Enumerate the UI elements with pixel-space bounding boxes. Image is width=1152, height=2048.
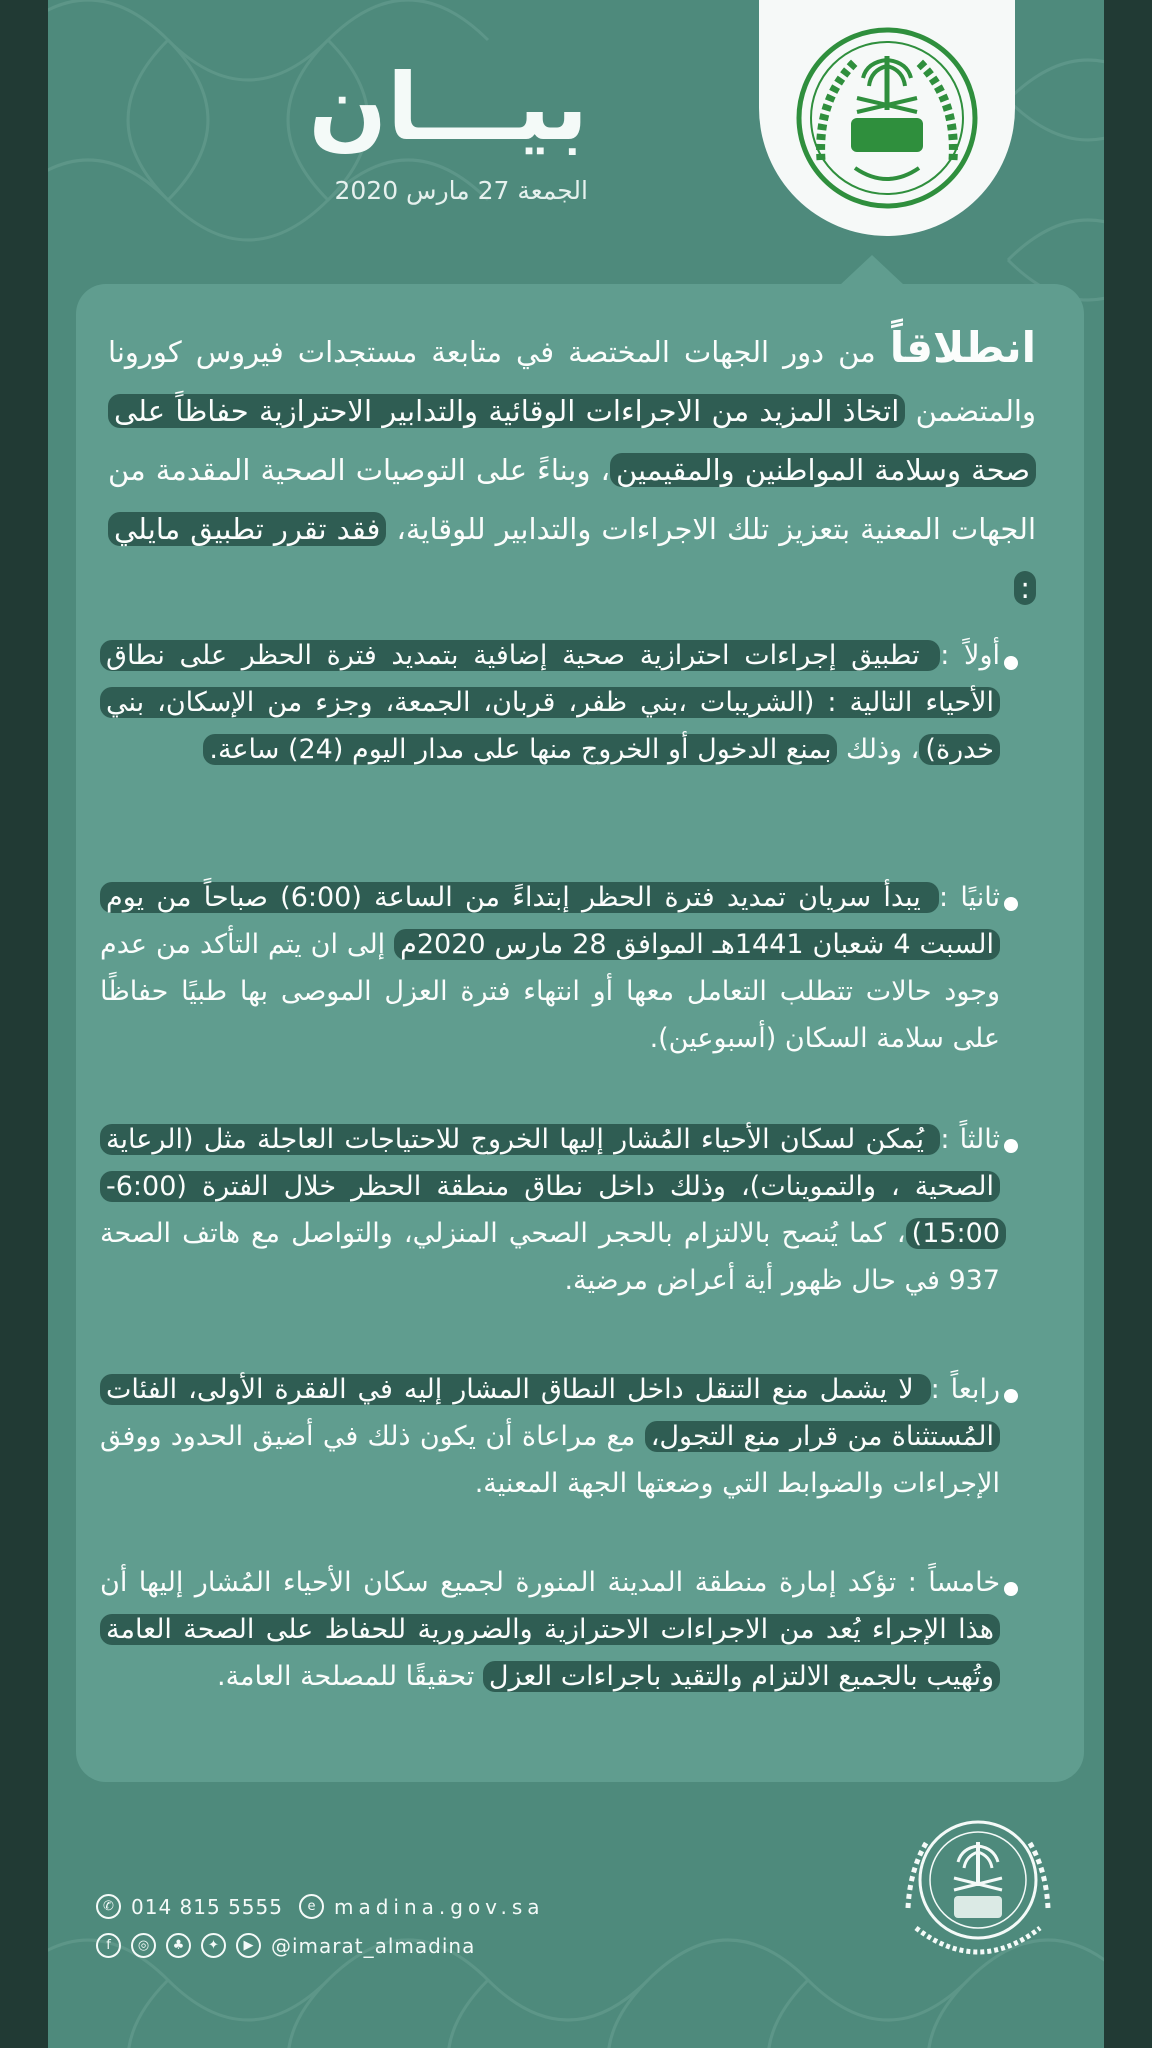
list-item <box>100 1116 1010 1304</box>
emblem-tab <box>759 0 1015 236</box>
item-text: ، كما يُنصح بالالتزام بالحجر الصحي المنزلي، والتواصل مع هاتف الصحة 937 في حال ظهور أية أعراض مرضية. <box>100 1218 1000 1296</box>
social-handle[interactable]: @imarat_almadina <box>271 1933 476 1958</box>
list-item <box>100 1559 1010 1700</box>
youtube-icon[interactable]: ▶ <box>236 1933 261 1958</box>
item-label: خامساً : <box>907 1567 1001 1598</box>
phone-number[interactable]: 014 815 5555 <box>131 1894 283 1919</box>
twitter-icon[interactable]: ✦ <box>201 1933 226 1958</box>
item-text: تحقيقًا للمصلحة العامة. <box>216 1661 483 1692</box>
list-item <box>100 874 1010 1062</box>
item-highlight: يبدأ سريان تمديد فترة الحظر إبتداءً من الساعة (6:00) صباحاً من يوم السبت 4 شعبان 1441هـ الموافق 28 مارس 2020م <box>100 882 1000 960</box>
item-label: ثالثاً : <box>940 1124 1001 1155</box>
statement-date: الجمعة 27 مارس 2020 <box>334 176 588 205</box>
intro-lead: انطلاقاً <box>889 323 1036 372</box>
item-text: إلى ان يتم التأكد من عدم وجود حالات تتطلب التعامل معها أو انتهاء فترة العزل الموصى بها طبيًا حفاظًا على سلامة السكان (أسبوعين). <box>100 929 1000 1054</box>
list-item <box>100 632 1010 773</box>
item-label: رابعاً : <box>930 1374 1000 1405</box>
item-highlight: يُمكن لسكان الأحياء المُشار إليها الخروج للاحتياجات العاجلة مثل (الرعاية الصحية ، والتموينات)، وذلك داخل نطاق منطقة الحظر خلال الفترة (6:00-15:00) <box>100 1124 1006 1249</box>
page-title: بيـــان <box>308 54 588 161</box>
snapchat-icon[interactable]: ♣ <box>166 1933 191 1958</box>
intro-highlight: اتخاذ المزيد من الاجراءات الوقائية والتدابير الاحترازية حفاظاً على صحة وسلامة المواطنين والمقيمين <box>108 394 1036 487</box>
item-label: ثانيًا : <box>939 882 1000 913</box>
social-row <box>96 1933 475 1958</box>
emirate-emblem <box>888 1808 1068 1978</box>
item-highlight: لا يشمل منع التنقل داخل النطاق المشار إليه في الفقرة الأولى، الفئات المُستثناة من قرار منع التجول، <box>100 1374 1000 1452</box>
item-text: ، وذلك <box>837 734 920 765</box>
instagram-icon[interactable]: ◎ <box>131 1933 156 1958</box>
contact-row <box>96 1894 545 1919</box>
item-text: تؤكد إمارة منطقة المدينة المنورة لجميع سكان الأحياء المُشار إليها أن <box>100 1567 908 1598</box>
item-highlight: بمنع الدخول أو الخروج منها على مدار اليوم (24) ساعة. <box>203 734 837 765</box>
item-label: أولاً : <box>940 640 1000 671</box>
website-link[interactable]: madina.gov.sa <box>333 1894 545 1919</box>
facebook-icon[interactable]: f <box>96 1933 121 1958</box>
item-highlight: تطبيق إجراءات احترازية صحية إضافية بتمديد فترة الحظر على نطاق الأحياء التالية : (الشريبات ،بني ظفر، قربان، الجمعة، وجزء من الإسكان، بني خدرة) <box>100 640 1000 765</box>
header <box>218 54 588 205</box>
intro-text: ، وبناءً على التوصيات الصحية المقدمة من الجهات المعنية بتعزيز تلك الاجراءات والتدابير للوقاية، <box>108 453 1037 546</box>
web-icon: e <box>299 1894 324 1919</box>
phone-icon: ✆ <box>96 1894 121 1919</box>
item-highlight: هذا الإجراء يُعد من الاجراءات الاحترازية والضرورية للحفاظ على الصحة العامة وتُهيب بالجميع الالتزام والتقيد باجراءات العزل <box>100 1614 1000 1692</box>
intro-text: من دور الجهات المختصة في متابعة مستجدات فيروس كورونا والمتضمن <box>108 335 1036 428</box>
intro-paragraph <box>108 318 1036 618</box>
panel-notch <box>840 255 904 285</box>
ministry-emblem <box>759 0 1015 236</box>
list-item <box>100 1366 1010 1507</box>
item-text: مع مراعاة أن يكون ذلك في أضيق الحدود ووفق الإجراءات والضوابط التي وضعتها الجهة المعنية. <box>100 1421 1000 1499</box>
intro-highlight: فقد تقرر تطبيق مايلي : <box>108 512 1036 605</box>
